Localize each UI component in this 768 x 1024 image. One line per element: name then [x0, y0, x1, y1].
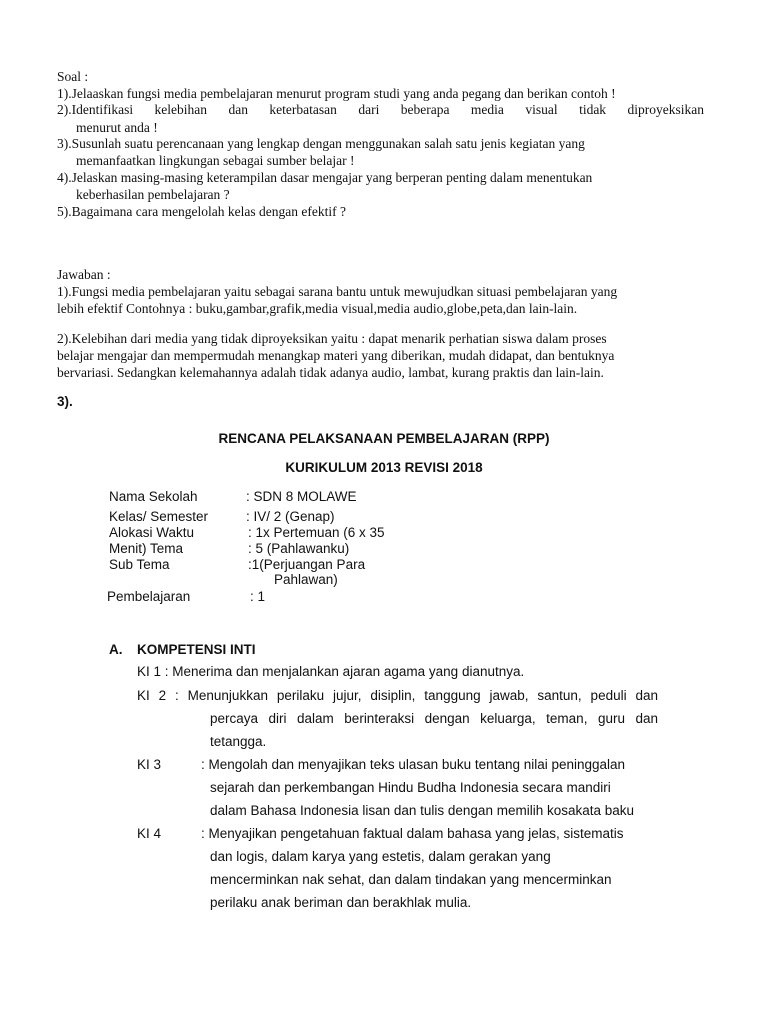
ki3-label: KI 3 [137, 757, 162, 772]
ki4-label: KI 4 [137, 826, 162, 841]
answer-1-line-1: 1).Fungsi media pembelajaran yaitu sebagai sarana bantu untuk mewujudkan situasi pembelajaran yang [57, 284, 618, 299]
ki4-line-3: mencerminkan nak sehat, dan dalam tindakan yang mencerminkan [210, 872, 612, 887]
question-2-line-2: menurut anda ! [76, 120, 158, 135]
identity-value-lesson: : 1 [250, 589, 266, 604]
ki4-line-2: dan logis, dalam karya yang estetis, dalam gerakan yang [210, 849, 551, 864]
answer-1-line-2: lebih efektif Contohnya : buku,gambar,grafik,media visual,media audio,globe,peta,dan lain-lain. [57, 301, 578, 316]
question-5-line-1: 5).Bagaimana cara mengelolah kelas dengan efektif ? [57, 204, 346, 219]
ki2-line-3: tetangga. [210, 734, 267, 749]
ki3-line-1: : Mengolah dan menyajikan teks ulasan buku tentang nilai peninggalan [201, 757, 626, 772]
identity-label-school: Nama Sekolah [109, 489, 198, 504]
answer-3-label: 3). [57, 394, 73, 409]
ki1-text: KI 1 : Menerima dan menjalankan ajaran agama yang dianutnya. [137, 664, 525, 679]
answer-2-line-3: bervariasi. Sedangkan kelemahannya adalah tidak adanya audio, lambat, kurang praktis dan lain-lain. [57, 365, 604, 380]
identity-label-class: Kelas/ Semester [109, 509, 209, 524]
question-4-line-2: keberhasilan pembelajaran ? [76, 187, 230, 202]
question-3-line-2: memanfaatkan lingkungan sebagai sumber belajar ! [76, 153, 355, 168]
question-1-line-1: 1).Jelaaskan fungsi media pembelajaran menurut program studi yang anda pegang dan berikan contoh ! [57, 86, 616, 101]
question-4-line-1: 4).Jelaskan masing-masing keterampilan dasar mengajar yang berperan penting dalam menentukan [57, 170, 593, 185]
identity-value-school: : SDN 8 MOLAWE [246, 489, 357, 504]
identity-label-time: Alokasi Waktu [109, 525, 195, 540]
question-3-line-1: 3).Susunlah suatu perencanaan yang lengkap dengan menggunakan salah satu jenis kegiatan yang [57, 136, 585, 151]
section-a-title: KOMPETENSI INTI [137, 642, 256, 657]
identity-value-theme: : 5 (Pahlawanku) [248, 541, 350, 556]
jawaban-heading: Jawaban : [57, 267, 111, 282]
ki2-line-1: KI 2 : Menunjukkan perilaku jujur, disiplin, tanggung jawab, santun, peduli dan [137, 688, 658, 703]
identity-label-subtheme: Sub Tema [109, 557, 170, 572]
answer-2-line-2: belajar mengajar dan mempermudah menangkap materi yang diberikan, mudah didapat, dan bentuknya [57, 348, 615, 363]
identity-label-lesson: Pembelajaran [107, 589, 191, 604]
soal-heading: Soal : [57, 69, 89, 84]
identity-value-subtheme: :1(Perjuangan Para [248, 557, 366, 572]
answer-2-line-1: 2).Kelebihan dari media yang tidak diproyeksikan yaitu : dapat menarik perhatian siswa dalam proses [57, 331, 607, 346]
identity-value-time: : 1x Pertemuan (6 x 35 [248, 525, 385, 540]
question-2-line-1: 2).Identifikasi kelebihan dan keterbatasan dari beberapa media visual tidak diproyeksikan [57, 102, 704, 117]
identity-label-theme: Menit) Tema [109, 541, 184, 556]
identity-value-class: : IV/ 2 (Genap) [246, 509, 335, 524]
identity-value-subtheme-cont: Pahlawan) [274, 572, 338, 587]
ki3-line-3: dalam Bahasa Indonesia lisan dan tulis dengan memilih kosakata baku [210, 803, 635, 818]
ki4-line-4: perilaku anak beriman dan berakhlak mulia. [210, 895, 472, 910]
ki3-line-2: sejarah dan perkembangan Hindu Budha Indonesia secara mandiri [210, 780, 611, 795]
ki2-line-2: percaya diri dalam berinteraksi dengan keluarga, teman, guru dan [210, 711, 658, 726]
rpp-title: RENCANA PELAKSANAAN PEMBELAJARAN (RPP) [218, 431, 550, 446]
ki4-line-1: : Menyajikan pengetahuan faktual dalam bahasa yang jelas, sistematis [201, 826, 624, 841]
section-a-letter: A. [109, 642, 123, 657]
rpp-subtitle: KURIKULUM 2013 REVISI 2018 [285, 460, 483, 475]
